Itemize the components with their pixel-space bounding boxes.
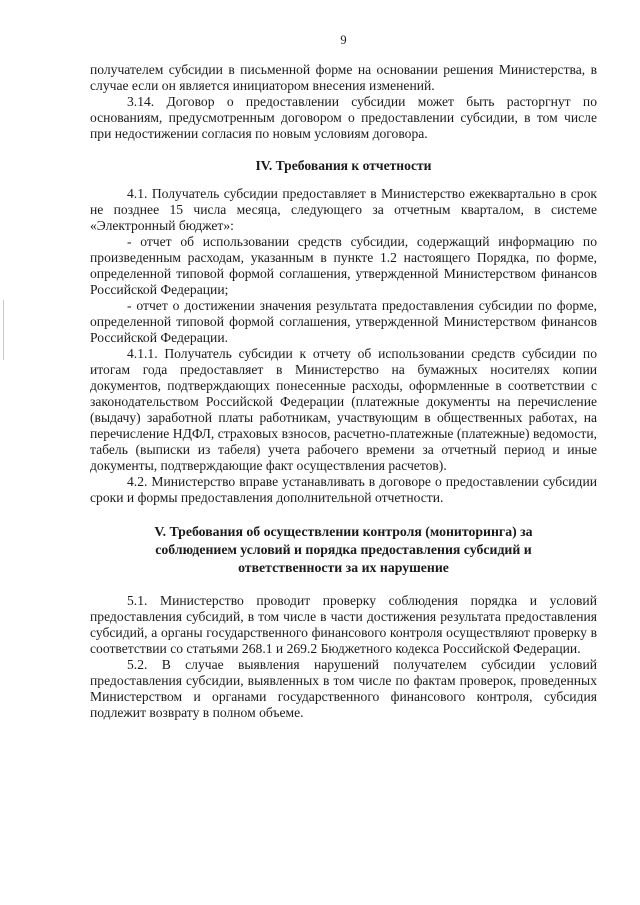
paragraph-4-1-item-2: - отчет о достижении значения результата предоставления субсидии по форме, определенной типовой формой соглашения, утвержденной Министерством финансов Российской Федерации. [90, 298, 597, 345]
section-4-heading: IV. Требования к отчетности [255, 158, 432, 173]
section-5-heading-line: ответственности за их нарушение [238, 560, 449, 575]
paragraph-5-2: 5.2. В случае выявления нарушений получателем субсидии условий предоставления субсидии, выявленных в том числе по фактам проверок, проведенных Министерством и органами государственного финансового контроля, субсидия подлежит возврату в полном объеме. [90, 657, 597, 720]
paragraph-4-1-item-1: - отчет об использовании средств субсидии, содержащий информацию по произведенным расходам, указанным в пункте 1.2 настоящего Порядка, по форме, определенной типовой формой соглашения, утвержденной Министерством финансов Российской Федерации; [90, 234, 597, 297]
section-5-heading-line: V. Требования об осуществлении контроля (мониторинга) за [154, 524, 533, 539]
paragraph-4-2: 4.2. Министерство вправе устанавливать в договоре о предоставлении субсидии сроки и формы предоставления дополнительной отчетности. [90, 474, 597, 505]
paragraph-continuation: получателем субсидии в письменной форме на основании решения Министерства, в случае если он является инициатором внесения изменений. [90, 62, 597, 93]
scan-margin-line [3, 300, 4, 360]
paragraph-3-14: 3.14. Договор о предоставлении субсидии может быть расторгнут по основаниям, предусмотренным договором о предоставлении субсидии, в том числе при недостижении согласия по новым условиям договора. [90, 94, 597, 141]
page-number: 9 [340, 33, 347, 47]
section-5-heading-line: соблюдением условий и порядка предоставления субсидий и [155, 542, 532, 557]
paragraph-4-1: 4.1. Получатель субсидии предоставляет в Министерство ежеквартально в срок не позднее 15 числа месяца, следующего за отчетным кварталом, в системе «Электронный бюджет»: [90, 186, 597, 233]
section-5-heading [90, 523, 597, 577]
paragraph-4-1-1: 4.1.1. Получатель субсидии к отчету об использовании средств субсидии по итогам года предоставляет в Министерство на бумажных носителях копии документов, подтверждающих понесенные расходы, оформленные в соответствии с законодательством Российской Федерации (платежные документы на перечисление (выдачу) заработной платы работникам, участвующим в общественных работах, на перечисление НДФЛ, страховых взносов, расчетно-платежные (платежные) ведомости, табель (выписки из табеля) учета рабочего времени за отчетный период и иные документы, подтверждающие факт осуществления расчетов). [90, 346, 597, 473]
paragraph-5-1: 5.1. Министерство проводит проверку соблюдения порядка и условий предоставления субсидий, в том числе в части достижения результата предоставления субсидий, а органы государственного финансового контроля осуществляют проверку в соответствии со статьями 268.1 и 269.2 Бюджетного кодекса Российской Федерации. [90, 593, 597, 656]
